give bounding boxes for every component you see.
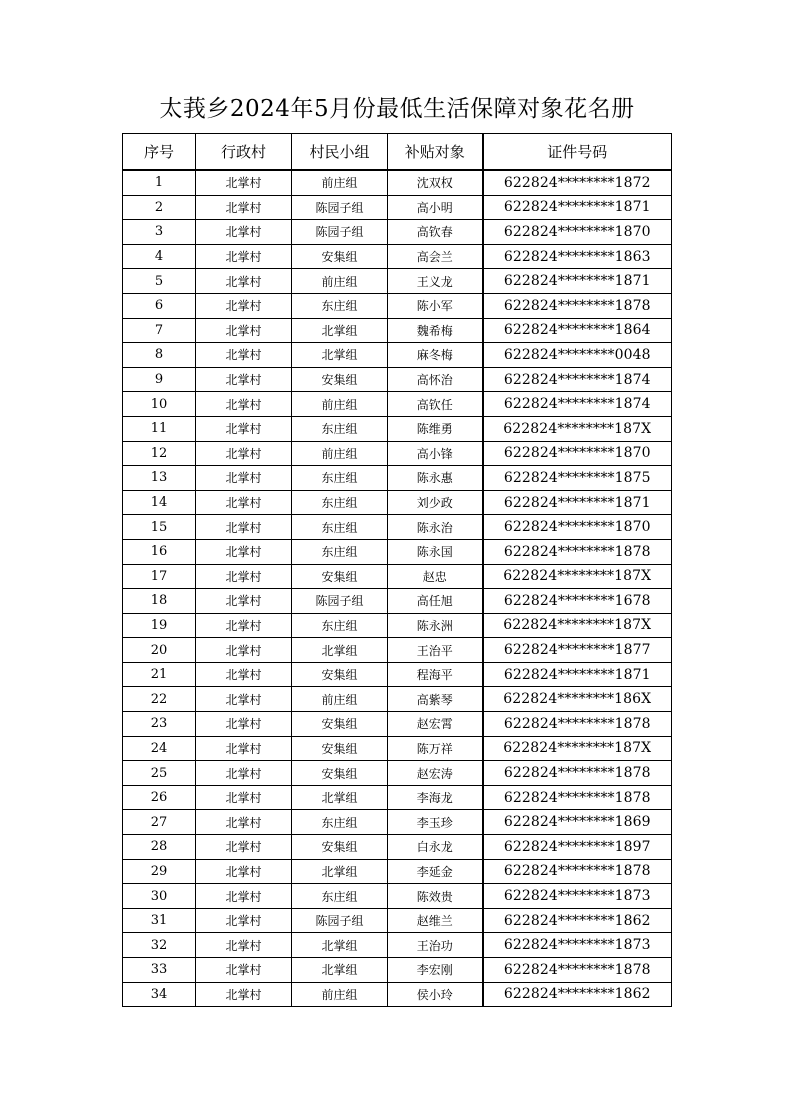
cell-name: 赵宏涛 bbox=[388, 761, 483, 786]
cell-village: 北掌村 bbox=[196, 293, 292, 318]
cell-id-number: 622824********1878 bbox=[483, 761, 672, 786]
cell-village: 北掌村 bbox=[196, 810, 292, 835]
cell-village: 北掌村 bbox=[196, 736, 292, 761]
cell-seq: 1 bbox=[123, 170, 196, 195]
cell-seq: 16 bbox=[123, 539, 196, 564]
table-row bbox=[123, 392, 672, 417]
cell-group: 东庄组 bbox=[292, 416, 388, 441]
cell-id-number: 622824********1878 bbox=[483, 859, 672, 884]
cell-id-number: 622824********1878 bbox=[483, 539, 672, 564]
table-row bbox=[123, 244, 672, 269]
cell-seq: 4 bbox=[123, 244, 196, 269]
cell-village: 北掌村 bbox=[196, 515, 292, 540]
cell-name: 陈效贵 bbox=[388, 884, 483, 909]
cell-name: 陈永治 bbox=[388, 515, 483, 540]
cell-name: 程海平 bbox=[388, 662, 483, 687]
cell-name: 高小锋 bbox=[388, 441, 483, 466]
header-village: 行政村 bbox=[196, 134, 292, 171]
cell-group: 北掌组 bbox=[292, 638, 388, 663]
cell-id-number: 622824********186X bbox=[483, 687, 672, 712]
cell-name: 陈永国 bbox=[388, 539, 483, 564]
cell-village: 北掌村 bbox=[196, 466, 292, 491]
table-row bbox=[123, 195, 672, 220]
header-seq: 序号 bbox=[123, 134, 196, 171]
cell-seq: 10 bbox=[123, 392, 196, 417]
cell-village: 北掌村 bbox=[196, 416, 292, 441]
cell-seq: 15 bbox=[123, 515, 196, 540]
cell-id-number: 622824********187X bbox=[483, 416, 672, 441]
cell-seq: 20 bbox=[123, 638, 196, 663]
cell-name: 刘少政 bbox=[388, 490, 483, 515]
cell-village: 北掌村 bbox=[196, 244, 292, 269]
cell-id-number: 622824********187X bbox=[483, 564, 672, 589]
cell-group: 安集组 bbox=[292, 662, 388, 687]
table-row bbox=[123, 908, 672, 933]
header-row bbox=[123, 134, 672, 171]
table-row bbox=[123, 515, 672, 540]
cell-id-number: 622824********1871 bbox=[483, 269, 672, 294]
cell-seq: 14 bbox=[123, 490, 196, 515]
cell-id-number: 622824********1878 bbox=[483, 293, 672, 318]
cell-seq: 9 bbox=[123, 367, 196, 392]
cell-seq: 12 bbox=[123, 441, 196, 466]
cell-id-number: 622824********1872 bbox=[483, 170, 672, 195]
cell-name: 赵宏霄 bbox=[388, 712, 483, 737]
cell-seq: 19 bbox=[123, 613, 196, 638]
cell-name: 李延金 bbox=[388, 859, 483, 884]
cell-group: 东庄组 bbox=[292, 515, 388, 540]
cell-id-number: 622824********1877 bbox=[483, 638, 672, 663]
cell-village: 北掌村 bbox=[196, 318, 292, 343]
cell-id-number: 622824********1874 bbox=[483, 392, 672, 417]
table-row bbox=[123, 269, 672, 294]
cell-group: 前庄组 bbox=[292, 982, 388, 1007]
cell-id-number: 622824********187X bbox=[483, 613, 672, 638]
cell-group: 北掌组 bbox=[292, 318, 388, 343]
cell-seq: 11 bbox=[123, 416, 196, 441]
cell-id-number: 622824********1878 bbox=[483, 958, 672, 983]
table-row bbox=[123, 884, 672, 909]
cell-id-number: 622824********1862 bbox=[483, 982, 672, 1007]
cell-name: 王治功 bbox=[388, 933, 483, 958]
cell-id-number: 622824********1875 bbox=[483, 466, 672, 491]
cell-group: 安集组 bbox=[292, 244, 388, 269]
cell-group: 前庄组 bbox=[292, 392, 388, 417]
cell-group: 东庄组 bbox=[292, 539, 388, 564]
table-row bbox=[123, 958, 672, 983]
table-row bbox=[123, 441, 672, 466]
cell-group: 陈园子组 bbox=[292, 195, 388, 220]
cell-group: 安集组 bbox=[292, 761, 388, 786]
cell-name: 赵维兰 bbox=[388, 908, 483, 933]
cell-seq: 30 bbox=[123, 884, 196, 909]
cell-name: 陈永惠 bbox=[388, 466, 483, 491]
cell-seq: 13 bbox=[123, 466, 196, 491]
cell-seq: 27 bbox=[123, 810, 196, 835]
cell-seq: 32 bbox=[123, 933, 196, 958]
cell-name: 高钦任 bbox=[388, 392, 483, 417]
cell-group: 陈园子组 bbox=[292, 908, 388, 933]
cell-seq: 22 bbox=[123, 687, 196, 712]
table-row bbox=[123, 613, 672, 638]
cell-seq: 8 bbox=[123, 343, 196, 368]
cell-village: 北掌村 bbox=[196, 343, 292, 368]
table-row bbox=[123, 835, 672, 860]
table-row bbox=[123, 662, 672, 687]
cell-id-number: 622824********1869 bbox=[483, 810, 672, 835]
cell-group: 前庄组 bbox=[292, 687, 388, 712]
table-row bbox=[123, 761, 672, 786]
table-row bbox=[123, 736, 672, 761]
cell-id-number: 622824********1878 bbox=[483, 712, 672, 737]
cell-seq: 17 bbox=[123, 564, 196, 589]
cell-village: 北掌村 bbox=[196, 859, 292, 884]
cell-id-number: 622824********1878 bbox=[483, 785, 672, 810]
cell-village: 北掌村 bbox=[196, 638, 292, 663]
cell-name: 陈万祥 bbox=[388, 736, 483, 761]
cell-village: 北掌村 bbox=[196, 958, 292, 983]
cell-name: 麻冬梅 bbox=[388, 343, 483, 368]
cell-group: 东庄组 bbox=[292, 466, 388, 491]
table-row bbox=[123, 687, 672, 712]
cell-id-number: 622824********1871 bbox=[483, 195, 672, 220]
cell-seq: 5 bbox=[123, 269, 196, 294]
table-row bbox=[123, 982, 672, 1007]
cell-village: 北掌村 bbox=[196, 785, 292, 810]
cell-group: 北掌组 bbox=[292, 859, 388, 884]
table-row bbox=[123, 785, 672, 810]
table-row bbox=[123, 539, 672, 564]
cell-village: 北掌村 bbox=[196, 884, 292, 909]
cell-group: 安集组 bbox=[292, 835, 388, 860]
cell-group: 东庄组 bbox=[292, 884, 388, 909]
table-row bbox=[123, 170, 672, 195]
table-header bbox=[123, 134, 672, 171]
cell-name: 李宏刚 bbox=[388, 958, 483, 983]
cell-seq: 28 bbox=[123, 835, 196, 860]
table-row bbox=[123, 490, 672, 515]
cell-group: 安集组 bbox=[292, 367, 388, 392]
cell-group: 前庄组 bbox=[292, 269, 388, 294]
table-row bbox=[123, 343, 672, 368]
cell-id-number: 622824********1862 bbox=[483, 908, 672, 933]
table-body bbox=[123, 170, 672, 1007]
cell-group: 陈园子组 bbox=[292, 220, 388, 245]
table-row bbox=[123, 318, 672, 343]
cell-seq: 18 bbox=[123, 589, 196, 614]
cell-seq: 21 bbox=[123, 662, 196, 687]
cell-village: 北掌村 bbox=[196, 908, 292, 933]
cell-group: 东庄组 bbox=[292, 490, 388, 515]
cell-id-number: 622824********1873 bbox=[483, 884, 672, 909]
cell-name: 侯小玲 bbox=[388, 982, 483, 1007]
table-row bbox=[123, 810, 672, 835]
cell-group: 东庄组 bbox=[292, 613, 388, 638]
cell-group: 安集组 bbox=[292, 564, 388, 589]
cell-seq: 2 bbox=[123, 195, 196, 220]
cell-id-number: 622824********187X bbox=[483, 736, 672, 761]
cell-name: 高怀治 bbox=[388, 367, 483, 392]
cell-id-number: 622824********1864 bbox=[483, 318, 672, 343]
header-name: 补贴对象 bbox=[388, 134, 483, 171]
cell-group: 安集组 bbox=[292, 712, 388, 737]
table-row bbox=[123, 220, 672, 245]
cell-village: 北掌村 bbox=[196, 712, 292, 737]
cell-id-number: 622824********1871 bbox=[483, 490, 672, 515]
cell-village: 北掌村 bbox=[196, 220, 292, 245]
cell-village: 北掌村 bbox=[196, 835, 292, 860]
cell-seq: 7 bbox=[123, 318, 196, 343]
table-row bbox=[123, 933, 672, 958]
cell-name: 高会兰 bbox=[388, 244, 483, 269]
cell-village: 北掌村 bbox=[196, 564, 292, 589]
table-row bbox=[123, 859, 672, 884]
cell-seq: 34 bbox=[123, 982, 196, 1007]
cell-name: 高紫琴 bbox=[388, 687, 483, 712]
cell-seq: 33 bbox=[123, 958, 196, 983]
cell-village: 北掌村 bbox=[196, 490, 292, 515]
cell-name: 李玉珍 bbox=[388, 810, 483, 835]
cell-village: 北掌村 bbox=[196, 170, 292, 195]
cell-id-number: 622824********1873 bbox=[483, 933, 672, 958]
cell-village: 北掌村 bbox=[196, 367, 292, 392]
cell-village: 北掌村 bbox=[196, 269, 292, 294]
recipient-table bbox=[122, 133, 672, 1007]
cell-name: 赵忠 bbox=[388, 564, 483, 589]
cell-village: 北掌村 bbox=[196, 687, 292, 712]
cell-village: 北掌村 bbox=[196, 441, 292, 466]
header-id-number: 证件号码 bbox=[483, 134, 672, 171]
cell-group: 北掌组 bbox=[292, 933, 388, 958]
cell-seq: 3 bbox=[123, 220, 196, 245]
cell-id-number: 622824********1871 bbox=[483, 662, 672, 687]
cell-name: 高钦春 bbox=[388, 220, 483, 245]
cell-name: 王治平 bbox=[388, 638, 483, 663]
cell-village: 北掌村 bbox=[196, 195, 292, 220]
cell-name: 陈永洲 bbox=[388, 613, 483, 638]
cell-village: 北掌村 bbox=[196, 613, 292, 638]
table-row bbox=[123, 712, 672, 737]
cell-village: 北掌村 bbox=[196, 589, 292, 614]
cell-seq: 25 bbox=[123, 761, 196, 786]
cell-name: 白永龙 bbox=[388, 835, 483, 860]
cell-name: 高小明 bbox=[388, 195, 483, 220]
cell-id-number: 622824********0048 bbox=[483, 343, 672, 368]
table-row bbox=[123, 416, 672, 441]
cell-name: 王义龙 bbox=[388, 269, 483, 294]
cell-id-number: 622824********1897 bbox=[483, 835, 672, 860]
cell-village: 北掌村 bbox=[196, 933, 292, 958]
cell-group: 东庄组 bbox=[292, 810, 388, 835]
cell-id-number: 622824********1874 bbox=[483, 367, 672, 392]
cell-id-number: 622824********1870 bbox=[483, 515, 672, 540]
cell-village: 北掌村 bbox=[196, 392, 292, 417]
cell-id-number: 622824********1678 bbox=[483, 589, 672, 614]
cell-village: 北掌村 bbox=[196, 982, 292, 1007]
cell-group: 前庄组 bbox=[292, 441, 388, 466]
cell-name: 陈小军 bbox=[388, 293, 483, 318]
cell-group: 北掌组 bbox=[292, 343, 388, 368]
cell-id-number: 622824********1870 bbox=[483, 220, 672, 245]
cell-village: 北掌村 bbox=[196, 761, 292, 786]
header-group: 村民小组 bbox=[292, 134, 388, 171]
table-row bbox=[123, 466, 672, 491]
cell-group: 东庄组 bbox=[292, 293, 388, 318]
cell-name: 陈维勇 bbox=[388, 416, 483, 441]
cell-seq: 31 bbox=[123, 908, 196, 933]
cell-village: 北掌村 bbox=[196, 662, 292, 687]
cell-id-number: 622824********1863 bbox=[483, 244, 672, 269]
cell-group: 陈园子组 bbox=[292, 589, 388, 614]
cell-name: 李海龙 bbox=[388, 785, 483, 810]
table-row bbox=[123, 564, 672, 589]
table-row bbox=[123, 367, 672, 392]
cell-group: 安集组 bbox=[292, 736, 388, 761]
cell-id-number: 622824********1870 bbox=[483, 441, 672, 466]
cell-name: 沈双权 bbox=[388, 170, 483, 195]
cell-name: 魏希梅 bbox=[388, 318, 483, 343]
cell-seq: 23 bbox=[123, 712, 196, 737]
cell-seq: 24 bbox=[123, 736, 196, 761]
table-row bbox=[123, 589, 672, 614]
cell-group: 前庄组 bbox=[292, 170, 388, 195]
cell-seq: 6 bbox=[123, 293, 196, 318]
cell-seq: 26 bbox=[123, 785, 196, 810]
cell-group: 北掌组 bbox=[292, 785, 388, 810]
cell-village: 北掌村 bbox=[196, 539, 292, 564]
table-row bbox=[123, 638, 672, 663]
cell-name: 高任旭 bbox=[388, 589, 483, 614]
cell-seq: 29 bbox=[123, 859, 196, 884]
cell-group: 北掌组 bbox=[292, 958, 388, 983]
page-title: 太莪乡2024年5月份最低生活保障对象花名册 bbox=[159, 96, 635, 122]
table-row bbox=[123, 293, 672, 318]
